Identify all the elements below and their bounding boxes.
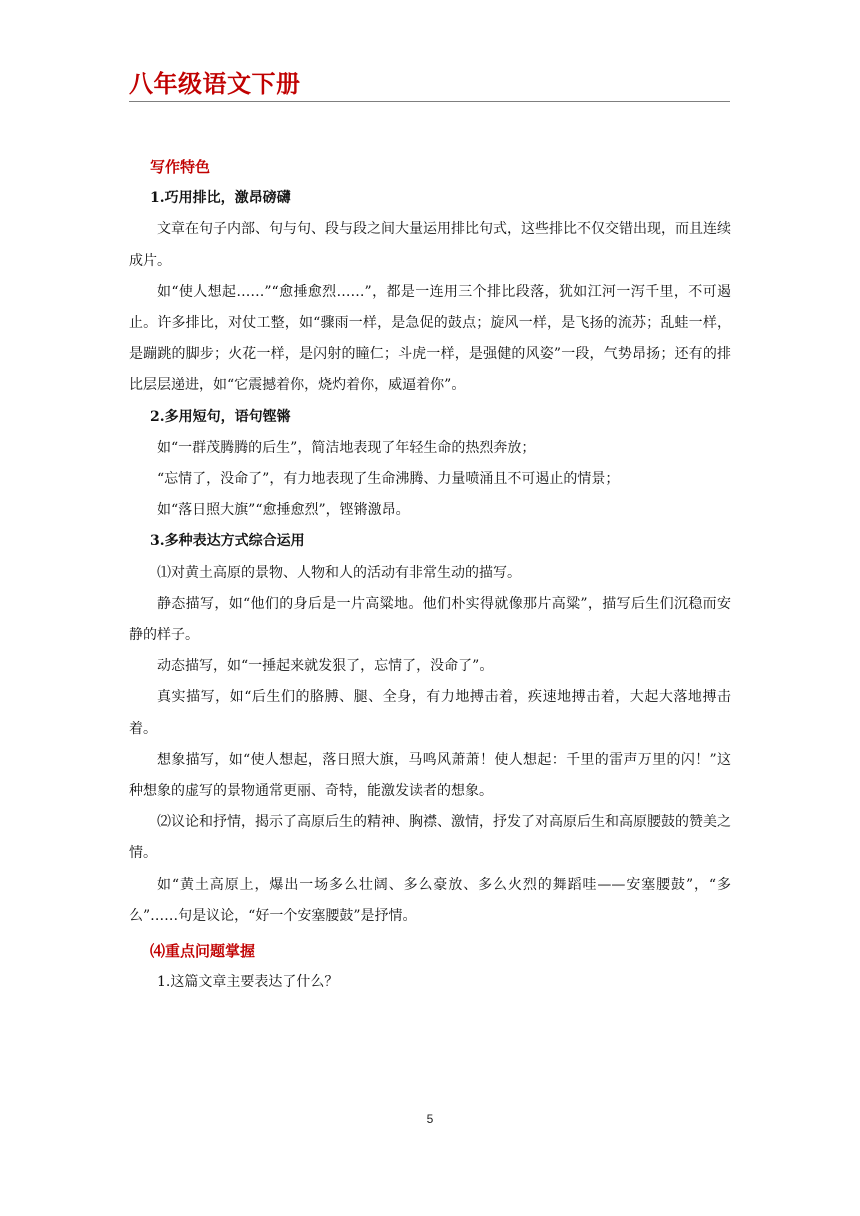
paragraph: 动态描写，如“一捶起来就发狠了，忘情了，没命了”。 bbox=[157, 658, 494, 675]
paragraph: ⑵议论和抒情，揭示了高原后生的精神、胸襟、激情，抒发了对高原后生和高原腰鼓的赞美之情。 bbox=[129, 814, 731, 862]
page-number: 5 bbox=[426, 1112, 434, 1126]
header-divider bbox=[129, 101, 730, 102]
document-header-title: 八年级语文下册 bbox=[129, 70, 301, 98]
paragraph: 如“使人想起……”“愈捶愈烈……”，都是一连用三个排比段落，犹如江河一泻千里，不可遏止。许多排比，对仗工整，如“骤雨一样，是急促的鼓点；旋风一样，是飞扬的流苏；乱蛙一样，是蹦跳的脚步；火花一样，是闪射的瞳仁；斗虎一样，是强健的风姿”一段，气势昂扬；还有的排比层层递进，如“它震撼着你，烧灼着你，威逼着你”。 bbox=[129, 283, 731, 394]
subheading-expression-methods: 3.多种表达方式综合运用 bbox=[150, 533, 305, 550]
paragraph: 如“落日照大旗”“愈捶愈烈”，铿锵激昂。 bbox=[157, 502, 410, 519]
section-heading-writing-features: 写作特色 bbox=[150, 158, 211, 176]
paragraph: 如“黄土高原上，爆出一场多么壮阔、多么豪放、多么火烈的舞蹈哇——安塞腰鼓”，“多么”……句是议论，“好一个安塞腰鼓”是抒情。 bbox=[129, 876, 731, 924]
subheading-parallelism: 1.巧用排比，激昂磅礴 bbox=[150, 190, 291, 207]
paragraph: 真实描写，如“后生们的胳膊、腿、全身，有力地搏击着，疾速地搏击着，大起大落地搏击着。 bbox=[129, 689, 731, 737]
section-heading-key-questions: ⑷重点问题掌握 bbox=[150, 942, 256, 961]
subheading-short-sentences: 2.多用短句，语句铿锵 bbox=[150, 408, 291, 425]
paragraph: “忘情了，没命了”，有力地表现了生命沸腾、力量喷涌且不可遏止的情景； bbox=[157, 471, 620, 488]
paragraph: 文章在句子内部、句与句、段与段之间大量运用排比句式，这些排比不仅交错出现，而且连续成片。 bbox=[129, 221, 731, 269]
paragraph: 如“一群茂腾腾的后生”，简洁地表现了年轻生命的热烈奔放； bbox=[157, 439, 536, 456]
paragraph: 想象描写，如“使人想起，落日照大旗，马鸣风萧萧！使人想起：千里的雷声万里的闪！”这种想象的虚写的景物通常更丽、奇特，能激发读者的想象。 bbox=[129, 751, 731, 800]
paragraph: ⑴对黄土高原的景物、人物和人的活动有非常生动的描写。 bbox=[157, 564, 521, 581]
paragraph: 静态描写，如“他们的身后是一片高粱地。他们朴实得就像那片高粱”，描写后生们沉稳而安静的样子。 bbox=[129, 595, 731, 644]
question-item: 1.这篇文章主要表达了什么？ bbox=[157, 974, 339, 991]
document-body bbox=[129, 152, 731, 998]
